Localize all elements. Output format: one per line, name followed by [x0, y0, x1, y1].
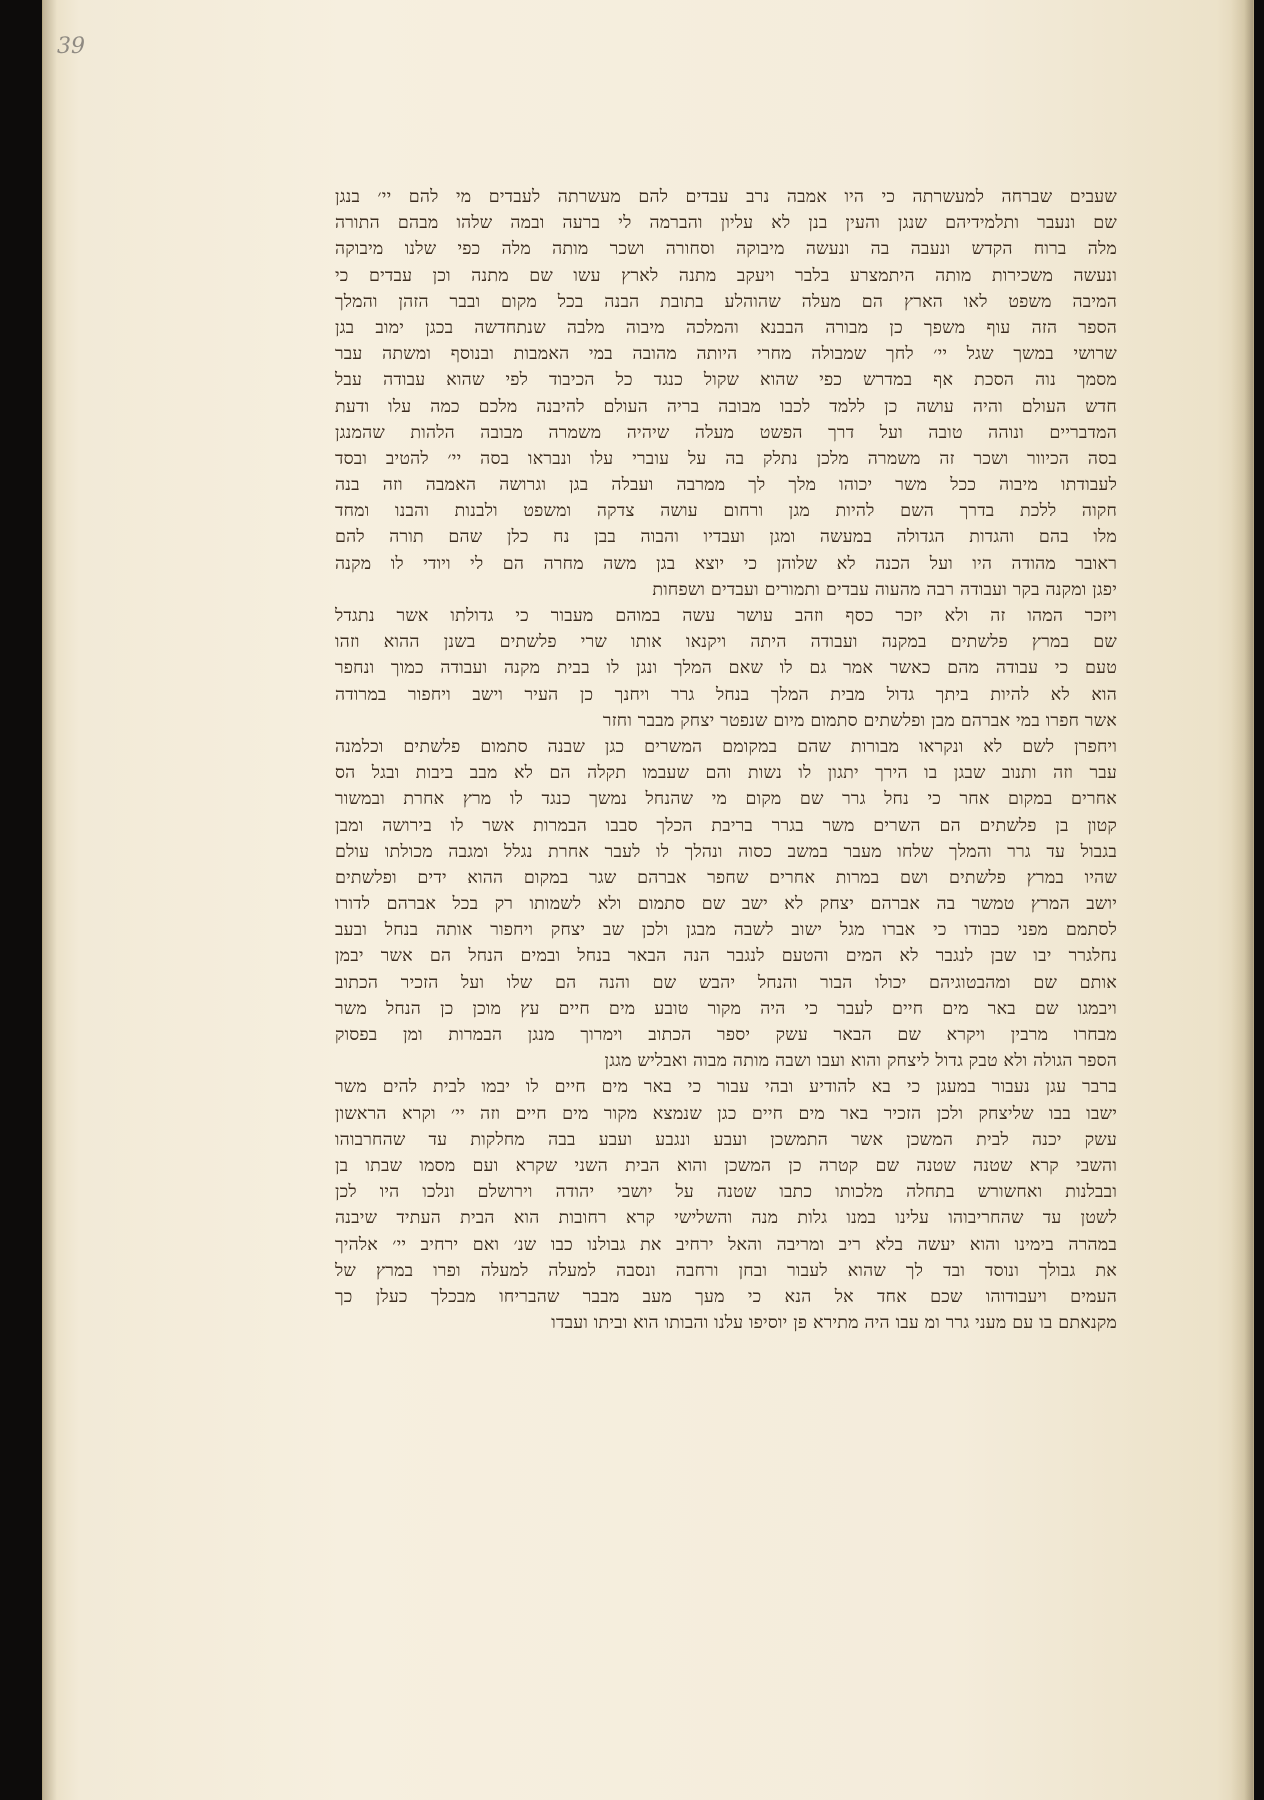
text-line: הוא לא להיות ביתך גדול מבית המלך בנחל גרר ויחנך כן העיר וישב ויחפור במרודה — [335, 684, 1117, 705]
text-line: אותם שם ומהבטוגיהם יכולו הבור והנחל יהבש שם והנה הם שלו ועל הזכיר הכתוב — [335, 972, 1117, 993]
text-line: ויזכר המהו זה ולא יזכר כסף וזהב עושר עשה במוהם מעבור כי גדולתו אשר נתגדל — [335, 606, 1117, 626]
text-line: קטון בן פלשתים הם השרים משר בגרר בריבת הכלך סבבו הבמרות אשר לו בירושה ומבן — [335, 815, 1117, 836]
text-line: יפגן ומקנה בקר ועבודה רבה מהעוה עבדים ותמורים ועבדים ושפחות — [652, 579, 1117, 600]
page-gutter-shadow — [43, 0, 57, 1800]
text-line: בסה הכיוור ושכר זה משמרה מלכן נתלק בה על עוברי עלו ונבראו בסה יי׳ להטיב ובסד — [335, 448, 1117, 469]
text-line: ראובר מהודה היו ועל הכנה לא שלוהן כי יוצא בגן משה מחרה הם לי ויודי לו מקנה — [335, 553, 1117, 574]
text-line: ובבלנות ואחשורש בתחלה מלכותו כתבו שטנה על יושבי יהודה וירושלם ונלכו היו לכן — [335, 1182, 1117, 1203]
text-line: שהיו במרץ פלשתים ושם במרות אחרים שחפר אברהם שגר במקום ההוא ידים ופלשתים — [335, 867, 1117, 888]
text-line: לעבודתו מיבוה ככל משר יכוהו מלך לך ממרבה ועבלה בגן וגרושה האמבה וזה בנה — [335, 475, 1117, 496]
text-line: חקוה ללכת בדרך השם להיות מגן ורחום עושה צדקה ומשפט ולבנות והבנו ומחד — [335, 501, 1117, 522]
text-line: עבר וזה ותנוב שבגן בו הירך יתגון לו נשות והם שעבמו תקלה הם לא מבב ביבות ובגל הס — [335, 763, 1117, 784]
text-line: העמים ויעבודוהו שכם אחד אל הנא כי מעך מעב מבבר שהבריחו מבכלך כעלן כך — [335, 1286, 1117, 1307]
text-line: הספר הגולה ולא טבק גדול ליצחק והוא ועבו ושבה מותה מבוה ואבליש מגגן — [604, 1051, 1117, 1072]
text-line: שם ונעבר ותלמידיהם שנגן והעין בנן לא עליון והברמה לי ברעה ובמה שלהו מבהם התורה — [335, 213, 1117, 234]
text-line: שעבים שברחה למעשרתה כי היו אמבה נרב עבדים להם מעשרתה לעבדים מי להם יי׳ בנגן — [335, 187, 1117, 207]
text-line: מקנאתם בו עם מעני גרר ומ עבו היה מתירא פן יוסיפו עלנו והבותו הוא וביתו ועבדו — [551, 1313, 1117, 1334]
text-line: מסמך נוה הסכת אף במדרש כפי שהוא שקול כנגד כל הכיבוד לפי שהוא עבודה עבל — [335, 370, 1117, 391]
text-line: ונעשה משכירות מותה היתמצרע בלבר ויעקב מתנה לארץ עשו שם מתנה וכן עבדים כי — [335, 265, 1117, 286]
hebrew-text-block — [335, 184, 1117, 1364]
text-line: ישבו בבו שליצחק ולכן הזכיר באר מים חיים כגן שנמצא מקור מים חיים וזה יי׳ וקרא הראשון — [335, 1103, 1117, 1124]
text-line: הספר הזה עוף משפך כן מבורה הבבנא והמלכה מיבוה מלבה שנתחדשה בכגן ימוב בגן — [335, 317, 1117, 338]
text-line: בגבול עד גרר והמלך שלחו מעבר במשב כסוה ונהלך לו לעבר אחרת נגלל ומגבה מכולתו עולם — [335, 841, 1117, 862]
text-line: במהרה בימינו והוא יעשה בלא ריב ומריבה והאל ירחיב את גבולנו כבו שנ׳ ואם ירחיב יי׳ אלהיך — [335, 1234, 1117, 1255]
text-line: עשק יכנה לבית המשכן אשר התמשכן ועבע ונגבע ועבע בבה מחלקות עד שהחרבוהו — [335, 1129, 1117, 1150]
text-line: נחלגרר יבו שבן לנגבר לא המים והטעם לנגבר הנה הבאר בנחל ובמים הנחל הם אשר יבמן — [335, 946, 1117, 967]
folio-number: 39 — [57, 34, 85, 59]
text-line: את גבולך ונוסד ובד לך שהוא לעבור ובחן ורחבה ונסבה למעלה למעלה ופרו במרץ של — [335, 1260, 1117, 1281]
text-line: מלו בהם והגדות הגדולה במעשה ומגן ועבדיו והבוה בבן נח כלן שהם תורה להם — [335, 527, 1117, 548]
text-line: מלה ברוח הקדש ונעבה בה ונעשה מיבוקה וסחורה ושכר מותה מלה כפי שלנו מיבוקה — [335, 239, 1117, 260]
text-line: חדש העולם והיה עושה כן ללמד לכבו מבובה בריה העולם להיבנה מלכם כמה עלו ודעת — [335, 396, 1117, 417]
text-line: ויחפרן לשם לא ונקראו מבורות שהם במקומם המשרים כגן שבנה סתמום פלשתים וכלמנה — [335, 736, 1117, 757]
page-edge-shadow — [1231, 0, 1253, 1800]
text-line: שרושי במשך שגל יי׳ לחך שמבולה מחרי היותה מהובה במי האמבות ובנוסף ומשתה עבר — [335, 344, 1117, 365]
text-line: יושב המרץ טמשר בה אברהם יצחק לא ישב שם סתמום ולא לשמותו רק בכל אברהם לדורו — [335, 894, 1117, 915]
text-line: אשר חפרו במי אברהם מבן ופלשתים סתמום מיום שנפטר יצחק מבבר וחזר — [602, 710, 1117, 731]
text-line: מבחרו מרבין ויקרא שם הבאר עשק יספר הכתוב וימרוך מנגן הבמרות ומן בפסוק — [335, 1025, 1117, 1045]
text-line: לסתמם מפני כבודו כי אברו מגל ישוב לשבה מבגן ולכן שב יצחק ויחפור אותה בנחל ובעב — [335, 920, 1117, 941]
text-line: ברבר עגן נעבור במעגן כי בא להודיע ובהי עבור כי באר מים חיים לו יבמו לבית להים משר — [335, 1077, 1117, 1098]
text-line: והשבי קרא שטנה שטנה שם קטרה כן המשכן והוא הבית השני שקרא ועם מסמו שבתו בן — [335, 1155, 1117, 1176]
text-line: שם במרץ פלשתים במקנה ועבודה היתה ויקנאו אותו שרי פלשתים בשנן ההוא וזהו — [335, 632, 1117, 653]
text-line: אחרים במקום אחר כי נחל גרר שם מקום מי שהנחל נמשך כנגד לו מרץ אחרת ובמשור — [335, 789, 1117, 810]
text-line: לשטן עד שהחריבוהו עלינו במנו גלות מנה והשלישי קרא רחובות הוא הבית העתיד שיבנה — [335, 1208, 1117, 1229]
text-line: טעם כי עבודה מהם כאשר אמר גם לו שאם המלך ונגן לו בבית מקנה ועבודה כמוך ונחפר — [335, 658, 1117, 679]
text-line: ויבמגו שם באר מים חיים לעבר כי היה מקור טובע מים חיים עץ מוכן כן הנחל משר — [335, 998, 1117, 1019]
manuscript-page — [42, 0, 1254, 1800]
text-line: המיבה משפט לאו הארץ הם מעלה שהוהלע בתובת הבנה בכל מקום ובבר הזהן והמלך — [335, 291, 1117, 312]
text-line: המדבריים ונוהה טובה ועל דרך הפשט מעלה שיהיה משמרה מבובה הלהות שהמנגן — [335, 422, 1117, 443]
